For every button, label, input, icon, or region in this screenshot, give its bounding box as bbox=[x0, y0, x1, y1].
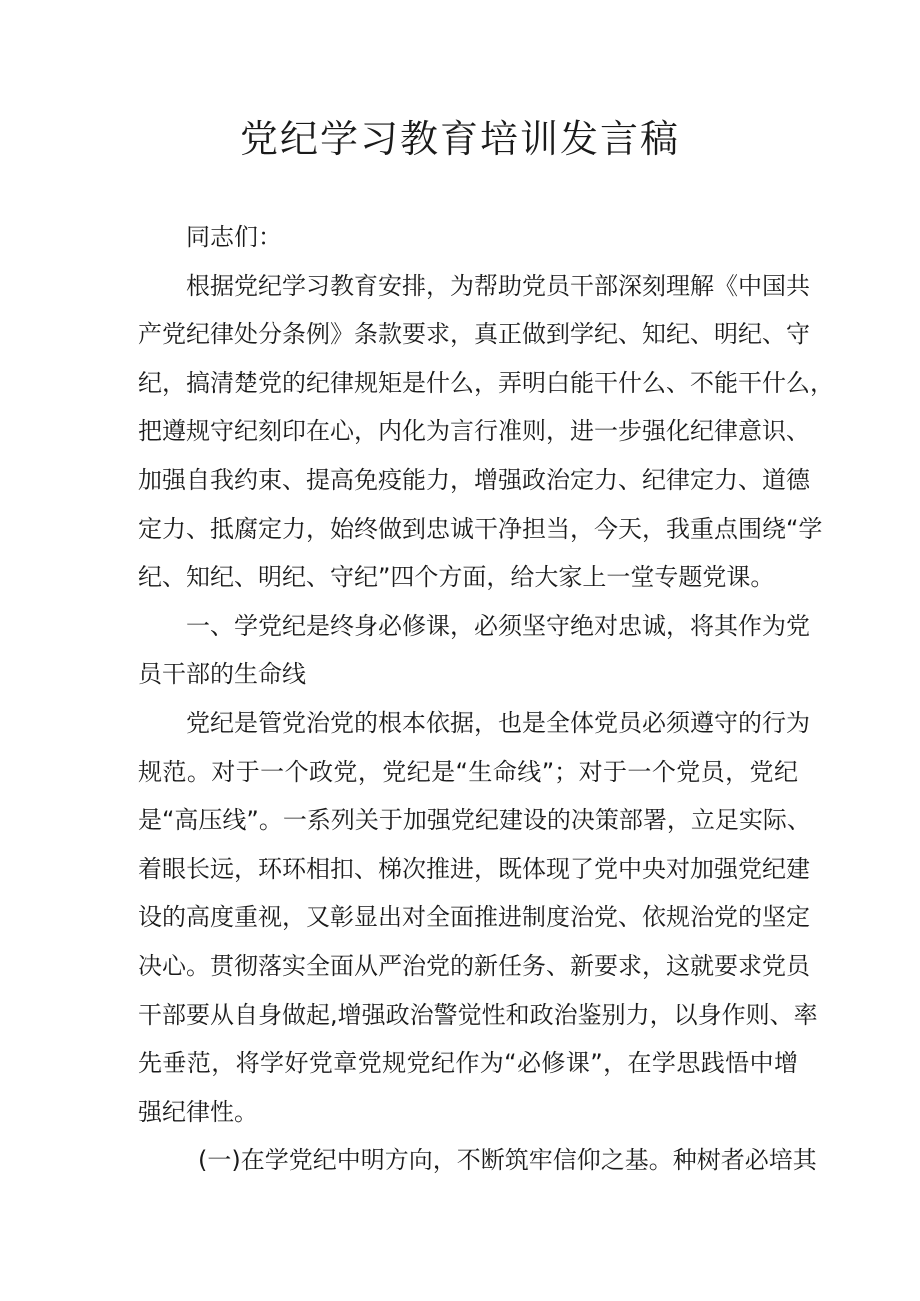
subsection-heading-line: (一)在学党纪中明方向，不断筑牢信仰之基。种树者必培其 bbox=[198, 1146, 817, 1175]
paragraph-line: 根据党纪学习教育安排，为帮助党员干部深刻理解《中国共 bbox=[186, 271, 810, 300]
paragraph-line: 纪，搞清楚党的纪律规矩是什么，弄明白能干什么、不能干什么， bbox=[138, 368, 834, 397]
paragraph-line: 纪、知纪、明纪、守纪”四个方面，给大家上一堂专题党课。 bbox=[138, 563, 775, 592]
document-title: 党纪学习教育培训发言稿 bbox=[239, 117, 680, 161]
document-body bbox=[138, 213, 834, 1185]
paragraph-line: 决心。贯彻落实全面从严治党的新任务、新要求，这就要求党员 bbox=[138, 951, 810, 980]
paragraph-line: 干部要从自身做起,增强政治警觉性和政治鉴别力，以身作则、率 bbox=[138, 1000, 818, 1029]
paragraph-line: 党纪是管党治党的根本依据，也是全体党员必须遵守的行为 bbox=[186, 708, 810, 737]
paragraph-line: 产党纪律处分条例》条款要求，真正做到学纪、知纪、明纪、守 bbox=[138, 320, 810, 349]
paragraph-line: 强纪律性。 bbox=[138, 1097, 258, 1126]
paragraph-line: 着眼长远，环环相扣、梯次推进，既体现了党中央对加强党纪建 bbox=[138, 854, 810, 883]
section-heading-line: 一、学党纪是终身必修课，必须坚守绝对忠诚，将其作为党 bbox=[186, 611, 810, 640]
paragraph-line: 定力、抵腐定力，始终做到忠诚干净担当，今天，我重点围绕“学 bbox=[138, 514, 823, 543]
paragraph-line: 规范。对于一个政党，党纪是“生命线”；对于一个党员，党纪 bbox=[138, 757, 798, 786]
paragraph-line: 是“高压线”。一系列关于加强党纪建设的决策部署，立足实际、 bbox=[138, 806, 811, 835]
paragraph-line: 加强自我约束、提高免疫能力，增强政治定力、纪律定力、道德 bbox=[138, 465, 810, 494]
paragraph-line: 把遵规守纪刻印在心，内化为言行准则，进一步强化纪律意识、 bbox=[138, 417, 810, 446]
paragraph-line: 先垂范，将学好党章党规党纪作为“必修课”，在学思践悟中增 bbox=[138, 1049, 798, 1078]
section-heading-line: 员干部的生命线 bbox=[138, 660, 306, 689]
salutation: 同志们： bbox=[186, 223, 282, 251]
paragraph-line: 设的高度重视，又彰显出对全面推进制度治党、依规治党的坚定 bbox=[138, 903, 810, 932]
